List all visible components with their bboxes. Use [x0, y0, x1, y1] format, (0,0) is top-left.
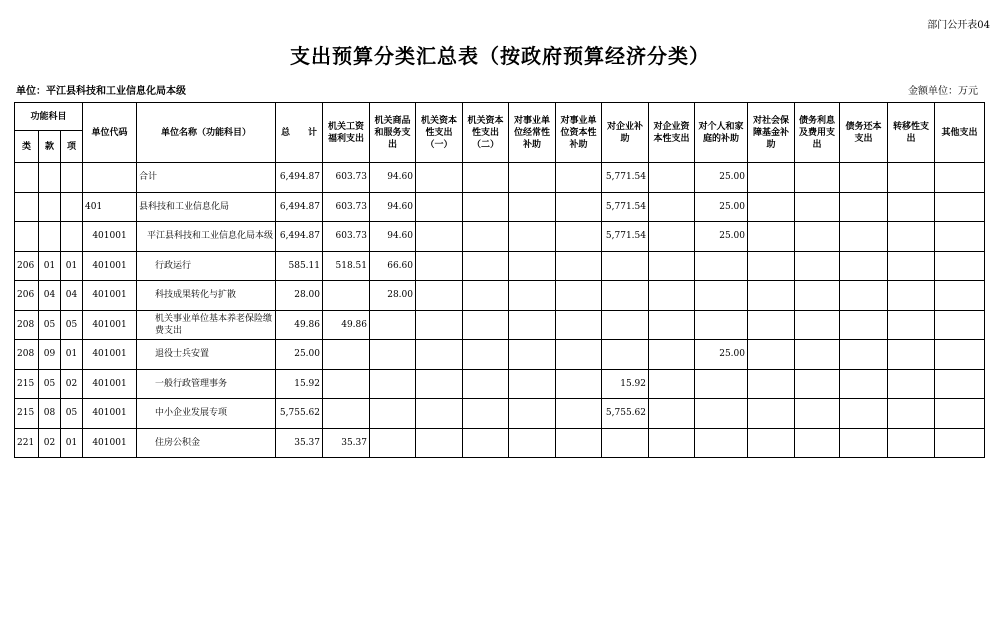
c5-cell: [509, 428, 556, 458]
c12-cell: [840, 222, 888, 252]
header-c6: 对事业单位资本性补助: [556, 103, 602, 163]
c3-cell: [416, 340, 463, 370]
c14-cell: [935, 281, 985, 311]
unit-name-cell: 机关事业单位基本养老保险缴费支出: [137, 310, 276, 340]
c11-cell: [795, 281, 840, 311]
c2-cell: 94.60: [370, 222, 416, 252]
header-lei: 类: [15, 131, 39, 163]
c7-cell: [602, 251, 649, 281]
lei-cell: 206: [15, 251, 39, 281]
c12-cell: [840, 163, 888, 193]
c5-cell: [509, 163, 556, 193]
total-cell: 6,494.87: [276, 192, 323, 222]
c11-cell: [795, 192, 840, 222]
c3-cell: [416, 281, 463, 311]
c12-cell: [840, 192, 888, 222]
c7-cell: 5,771.54: [602, 163, 649, 193]
c4-cell: [463, 428, 509, 458]
table-row: [15, 251, 985, 281]
c8-cell: [649, 310, 695, 340]
c12-cell: [840, 428, 888, 458]
unit-name-cell: 一般行政管理事务: [137, 369, 276, 399]
c1-cell: 49.86: [323, 310, 370, 340]
total-cell: 6,494.87: [276, 222, 323, 252]
c12-cell: [840, 281, 888, 311]
unit-name-cell: 合计: [137, 163, 276, 193]
total-cell: 585.11: [276, 251, 323, 281]
lei-cell: [15, 192, 39, 222]
total-cell: 35.37: [276, 428, 323, 458]
unit-code-cell: 401: [83, 192, 137, 222]
xiang-cell: [61, 192, 83, 222]
table-row: [15, 310, 985, 340]
c11-cell: [795, 251, 840, 281]
header-func-subject: 功能科目: [15, 103, 83, 131]
c6-cell: [556, 163, 602, 193]
c13-cell: [888, 428, 935, 458]
xiang-cell: 05: [61, 310, 83, 340]
header-kuan: 款: [39, 131, 61, 163]
kuan-cell: [39, 163, 61, 193]
c2-cell: [370, 399, 416, 429]
c5-cell: [509, 310, 556, 340]
c6-cell: [556, 399, 602, 429]
c10-cell: [748, 192, 795, 222]
kuan-cell: [39, 192, 61, 222]
c6-cell: [556, 310, 602, 340]
header-c1: 机关工资福利支出: [323, 103, 370, 163]
table-row: [15, 163, 985, 193]
header-c9: 对个人和家庭的补助: [695, 103, 748, 163]
c4-cell: [463, 281, 509, 311]
lei-cell: 208: [15, 310, 39, 340]
c14-cell: [935, 163, 985, 193]
c7-cell: [602, 340, 649, 370]
c11-cell: [795, 399, 840, 429]
c7-cell: [602, 310, 649, 340]
c5-cell: [509, 222, 556, 252]
c9-cell: 25.00: [695, 163, 748, 193]
c1-cell: [323, 340, 370, 370]
c7-cell: 5,755.62: [602, 399, 649, 429]
c1-cell: [323, 369, 370, 399]
c2-cell: 28.00: [370, 281, 416, 311]
kuan-cell: 02: [39, 428, 61, 458]
header-c3: 机关资本性支出（一）: [416, 103, 463, 163]
c7-cell: 5,771.54: [602, 192, 649, 222]
c4-cell: [463, 192, 509, 222]
header-unit-code: 单位代码: [83, 103, 137, 163]
header-c14: 其他支出: [935, 103, 985, 163]
lei-cell: 215: [15, 369, 39, 399]
c13-cell: [888, 281, 935, 311]
c6-cell: [556, 251, 602, 281]
c8-cell: [649, 192, 695, 222]
unit-code-cell: 401001: [83, 369, 137, 399]
c3-cell: [416, 428, 463, 458]
lei-cell: [15, 163, 39, 193]
xiang-cell: 05: [61, 399, 83, 429]
c3-cell: [416, 369, 463, 399]
c8-cell: [649, 428, 695, 458]
c2-cell: [370, 310, 416, 340]
kuan-cell: 05: [39, 310, 61, 340]
c10-cell: [748, 310, 795, 340]
c13-cell: [888, 369, 935, 399]
header-c8: 对企业资本性支出: [649, 103, 695, 163]
c2-cell: 94.60: [370, 192, 416, 222]
c2-cell: 94.60: [370, 163, 416, 193]
c3-cell: [416, 399, 463, 429]
c3-cell: [416, 192, 463, 222]
unit-name-cell: 县科技和工业信息化局: [137, 192, 276, 222]
c7-cell: [602, 428, 649, 458]
unit-code-cell: 401001: [83, 399, 137, 429]
c3-cell: [416, 251, 463, 281]
total-cell: 5,755.62: [276, 399, 323, 429]
unit-code-cell: [83, 163, 137, 193]
xiang-cell: 01: [61, 340, 83, 370]
c4-cell: [463, 163, 509, 193]
unit-label: 单位：平江县科技和工业信息化局本级: [16, 86, 186, 97]
c12-cell: [840, 251, 888, 281]
table-row: [15, 222, 985, 252]
c11-cell: [795, 369, 840, 399]
c5-cell: [509, 251, 556, 281]
c5-cell: [509, 369, 556, 399]
xiang-cell: 01: [61, 428, 83, 458]
unit-name-cell: 退役士兵安置: [137, 340, 276, 370]
c4-cell: [463, 399, 509, 429]
unit-name-cell: 中小企业发展专项: [137, 399, 276, 429]
c8-cell: [649, 399, 695, 429]
page-title: 支出预算分类汇总表（按政府预算经济分类）: [290, 44, 710, 68]
c4-cell: [463, 340, 509, 370]
c13-cell: [888, 222, 935, 252]
c9-cell: [695, 369, 748, 399]
c8-cell: [649, 340, 695, 370]
c12-cell: [840, 369, 888, 399]
c6-cell: [556, 222, 602, 252]
c6-cell: [556, 369, 602, 399]
c7-cell: 5,771.54: [602, 222, 649, 252]
c13-cell: [888, 399, 935, 429]
c14-cell: [935, 192, 985, 222]
money-unit-label: 金额单位：万元: [908, 86, 978, 97]
unit-name-cell: 行政运行: [137, 251, 276, 281]
c13-cell: [888, 340, 935, 370]
c9-cell: [695, 399, 748, 429]
header-c5: 对事业单位经常性补助: [509, 103, 556, 163]
c8-cell: [649, 251, 695, 281]
xiang-cell: 01: [61, 251, 83, 281]
c8-cell: [649, 222, 695, 252]
c5-cell: [509, 340, 556, 370]
c5-cell: [509, 192, 556, 222]
c10-cell: [748, 222, 795, 252]
c5-cell: [509, 281, 556, 311]
lei-cell: 215: [15, 399, 39, 429]
c2-cell: [370, 428, 416, 458]
unit-name-cell: 平江县科技和工业信息化局本级: [137, 222, 276, 252]
c1-cell: 603.73: [323, 192, 370, 222]
header-c11: 债务利息及费用支出: [795, 103, 840, 163]
table-row: [15, 340, 985, 370]
c4-cell: [463, 369, 509, 399]
c13-cell: [888, 251, 935, 281]
c13-cell: [888, 163, 935, 193]
c1-cell: [323, 399, 370, 429]
header-c2: 机关商品和服务支出: [370, 103, 416, 163]
c1-cell: 35.37: [323, 428, 370, 458]
c8-cell: [649, 281, 695, 311]
c14-cell: [935, 310, 985, 340]
c8-cell: [649, 163, 695, 193]
kuan-cell: 04: [39, 281, 61, 311]
xiang-cell: [61, 163, 83, 193]
c6-cell: [556, 192, 602, 222]
c14-cell: [935, 222, 985, 252]
c1-cell: 603.73: [323, 163, 370, 193]
header-c10: 对社会保障基金补助: [748, 103, 795, 163]
c14-cell: [935, 340, 985, 370]
c10-cell: [748, 369, 795, 399]
header-unit-name: 单位名称（功能科目）: [137, 103, 276, 163]
table-row: [15, 399, 985, 429]
lei-cell: 206: [15, 281, 39, 311]
kuan-cell: 09: [39, 340, 61, 370]
kuan-cell: 05: [39, 369, 61, 399]
table-row: [15, 192, 985, 222]
budget-table: [14, 102, 985, 458]
c4-cell: [463, 222, 509, 252]
c9-cell: [695, 281, 748, 311]
c9-cell: [695, 428, 748, 458]
c4-cell: [463, 251, 509, 281]
c10-cell: [748, 340, 795, 370]
c11-cell: [795, 310, 840, 340]
c10-cell: [748, 163, 795, 193]
lei-cell: 221: [15, 428, 39, 458]
c3-cell: [416, 310, 463, 340]
c6-cell: [556, 281, 602, 311]
c10-cell: [748, 428, 795, 458]
total-cell: 15.92: [276, 369, 323, 399]
c10-cell: [748, 399, 795, 429]
c3-cell: [416, 163, 463, 193]
xiang-cell: 02: [61, 369, 83, 399]
unit-code-cell: 401001: [83, 310, 137, 340]
c14-cell: [935, 428, 985, 458]
unit-code-cell: 401001: [83, 428, 137, 458]
header-total: 总 计: [276, 103, 323, 163]
c12-cell: [840, 399, 888, 429]
table-row: [15, 428, 985, 458]
xiang-cell: 04: [61, 281, 83, 311]
table-row: [15, 369, 985, 399]
c9-cell: [695, 310, 748, 340]
unit-code-cell: 401001: [83, 222, 137, 252]
table-code: 部门公开表04: [927, 20, 990, 31]
c7-cell: 15.92: [602, 369, 649, 399]
unit-code-cell: 401001: [83, 281, 137, 311]
c6-cell: [556, 340, 602, 370]
total-cell: 49.86: [276, 310, 323, 340]
c11-cell: [795, 163, 840, 193]
c14-cell: [935, 251, 985, 281]
c1-cell: 603.73: [323, 222, 370, 252]
c11-cell: [795, 340, 840, 370]
c6-cell: [556, 428, 602, 458]
c13-cell: [888, 192, 935, 222]
c10-cell: [748, 251, 795, 281]
c10-cell: [748, 281, 795, 311]
xiang-cell: [61, 222, 83, 252]
unit-name-cell: 科技成果转化与扩散: [137, 281, 276, 311]
c11-cell: [795, 222, 840, 252]
header-row-1: [15, 103, 985, 131]
c8-cell: [649, 369, 695, 399]
total-cell: 28.00: [276, 281, 323, 311]
c9-cell: 25.00: [695, 340, 748, 370]
header-c4: 机关资本性支出（二）: [463, 103, 509, 163]
c4-cell: [463, 310, 509, 340]
lei-cell: [15, 222, 39, 252]
unit-code-cell: 401001: [83, 251, 137, 281]
header-c13: 转移性支出: [888, 103, 935, 163]
unit-name-cell: 住房公积金: [137, 428, 276, 458]
c12-cell: [840, 310, 888, 340]
c3-cell: [416, 222, 463, 252]
c11-cell: [795, 428, 840, 458]
table-row: [15, 281, 985, 311]
c9-cell: [695, 251, 748, 281]
c14-cell: [935, 399, 985, 429]
c2-cell: [370, 369, 416, 399]
c12-cell: [840, 340, 888, 370]
c5-cell: [509, 399, 556, 429]
c1-cell: 518.51: [323, 251, 370, 281]
kuan-cell: 01: [39, 251, 61, 281]
total-cell: 25.00: [276, 340, 323, 370]
total-cell: 6,494.87: [276, 163, 323, 193]
kuan-cell: [39, 222, 61, 252]
kuan-cell: 08: [39, 399, 61, 429]
c9-cell: 25.00: [695, 222, 748, 252]
c9-cell: 25.00: [695, 192, 748, 222]
c2-cell: 66.60: [370, 251, 416, 281]
header-xiang: 项: [61, 131, 83, 163]
c2-cell: [370, 340, 416, 370]
lei-cell: 208: [15, 340, 39, 370]
unit-code-cell: 401001: [83, 340, 137, 370]
c7-cell: [602, 281, 649, 311]
c14-cell: [935, 369, 985, 399]
header-c7: 对企业补助: [602, 103, 649, 163]
c1-cell: [323, 281, 370, 311]
c13-cell: [888, 310, 935, 340]
header-c12: 债务还本支出: [840, 103, 888, 163]
